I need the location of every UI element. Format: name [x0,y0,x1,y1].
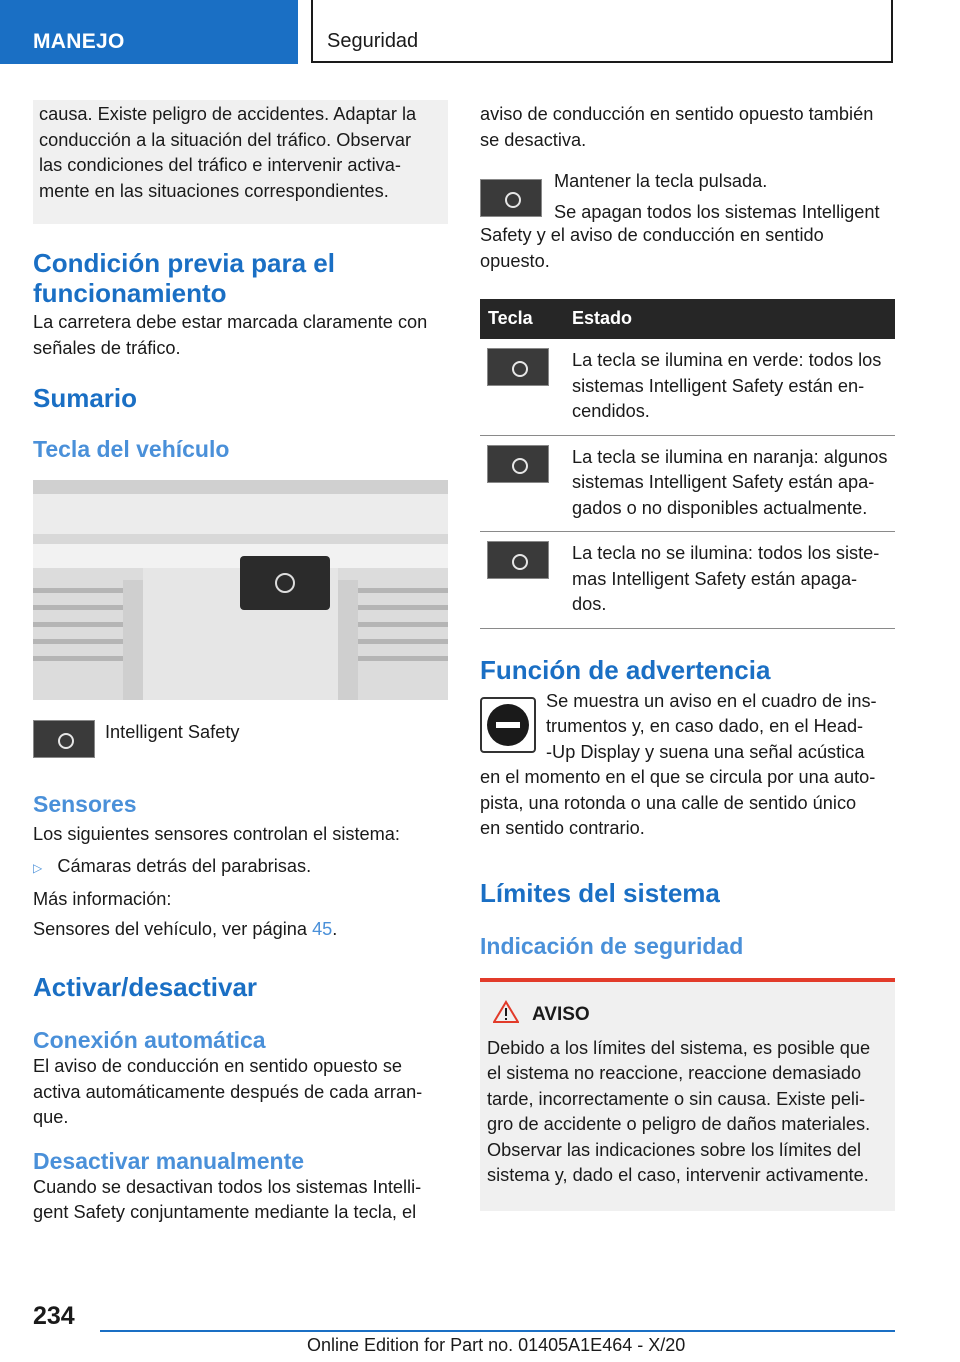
heading-activate: Activar/desactivar [33,972,258,1002]
key-state-table [480,299,895,629]
key-caption: Intelligent Safety [105,722,240,742]
warning-function-block [480,689,895,842]
heading-vehicle-key: Tecla del vehículo [33,436,230,462]
text-line: Safety y el aviso de conducción en sentido [480,225,824,245]
table-header-cell: Estado [564,299,895,339]
cell-line: La tecla se ilumina en verde: todos los [572,350,882,370]
text-line: el sistema no reaccione, reaccione demasiado [487,1063,862,1083]
warning-title: AVISO [532,1003,590,1025]
text-line: las condiciones del tráfico e intervenir activa- [39,155,401,175]
heading-safety-note: Indicación de seguridad [480,932,744,959]
table-cell [480,435,564,532]
dashboard-photo [33,480,448,700]
heading-sensors: Sensores [33,791,137,817]
text-line: gro de accidente o peligro de daños materiales. [487,1114,871,1134]
text-line: La carretera debe estar marcada claramente con [33,312,428,332]
right-column [480,100,895,1211]
cell-line: La tecla no se ilumina: todos los siste- [572,543,880,563]
table-row [480,435,895,532]
key-off-icon [487,541,549,579]
heading-auto: Conexión automática [33,1027,266,1053]
key-orange-icon [487,445,549,483]
text-line: Se apagan todos los sistemas Intelligent [554,202,880,222]
page-number: 234 [33,1302,75,1330]
text-line: Se muestra un aviso en el cuadro de ins- [546,690,877,711]
section-tab [0,0,298,64]
hold-key-block [480,169,895,223]
warning-box [480,978,895,1211]
table-row [480,532,895,629]
table-cell [480,339,564,435]
text-line: se desactiva. [480,129,587,150]
cell-line: sistemas Intelligent Safety están apa- [572,472,875,492]
text-line: pista, una rotonda o una calle de sentido único [480,792,857,813]
text-line: activa automáticamente después de cada arran- [33,1081,423,1102]
table-header-cell: Tecla [480,299,564,339]
footer-divider [100,1330,895,1332]
heading-manual: Desactivar manualmente [33,1147,305,1174]
text-line: causa. Existe peligro de accidentes. Adaptar la [39,104,417,124]
chapter-header [311,0,893,63]
key-green-icon [487,348,549,386]
heading-line: Condición previa para el [33,248,335,278]
heading-summary: Sumario [33,383,138,413]
text-line: trumentos y, en caso dado, en el Head- [546,716,864,736]
heading-warning-function: Función de advertencia [480,654,771,685]
text-line: sistema y, dado el caso, intervenir activamente. [487,1165,869,1185]
text-line: gent Safety conjuntamente mediante la tecla, el [33,1202,417,1222]
text-line: Observar las indicaciones sobre los límites del [487,1139,862,1160]
text-line: que. [33,1107,69,1127]
heading-precondition [33,248,448,308]
heading-limits: Límites del sistema [480,877,720,908]
text-line: Más información: [33,889,172,909]
text-line: Mantener la tecla pulsada. [554,171,768,191]
table-cell [564,532,895,629]
text-line: -Up Display y suena una señal acústica [546,741,865,762]
text-line: Debido a los límites del sistema, es posible que [487,1037,871,1058]
heading-line: funcionamiento [33,278,227,308]
page-link[interactable]: 45 [312,918,333,939]
intelligent-safety-key-icon [480,179,542,217]
text-line: Los siguientes sensores controlan el sistema: [33,824,400,844]
left-column [33,100,448,1226]
cell-line: sistemas Intelligent Safety están en- [572,375,865,396]
reference-text: Sensores del vehículo, ver página [33,918,307,939]
intelligent-safety-key-icon [33,720,95,758]
text-line: El aviso de conducción en sentido opuesto se [33,1056,403,1076]
warning-triangle-icon [493,1000,519,1024]
list-item [33,854,448,882]
section-title: MANEJO [33,30,125,53]
cell-line: gados o no disponibles actualmente. [572,497,868,518]
cell-line: mas Intelligent Safety están apaga- [572,568,858,589]
reference-line: Sensores del vehículo, ver página 45. [33,918,338,939]
text-line: señales de tráfico. [33,337,181,358]
table-cell [480,532,564,629]
text-line: tarde, incorrectamente o sin causa. Existe peli- [487,1088,866,1109]
key-legend [33,720,448,762]
text-line: opuesto. [480,250,550,271]
warning-header [487,1000,887,1028]
triangle-bullet-icon: ▷ [33,860,43,875]
no-entry-icon [480,697,536,753]
list-item-text: Cámaras detrás del parabrisas. [57,855,312,876]
text-line: mente en las situaciones correspondientes. [39,180,389,201]
cell-line: cendidos. [572,401,650,421]
table-cell [564,339,895,435]
intro-note-box [33,100,448,224]
cell-line: La tecla se ilumina en naranja: algunos [572,446,888,467]
edition-note: Online Edition for Part no. 01405A1E464 - X/20 [307,1335,686,1355]
table-row [480,339,895,435]
chapter-title: Seguridad [327,30,419,52]
text-line: aviso de conducción en sentido opuesto también [480,104,874,124]
text-line: en sentido contrario. [480,818,645,838]
table-cell [564,435,895,532]
table-header-row [480,299,895,339]
cell-line: dos. [572,594,607,614]
text-line: conducción a la situación del tráfico. Observar [39,129,412,150]
text-line: Cuando se desactivan todos los sistemas Intelli- [33,1176,422,1197]
text-line: en el momento en el que se circula por una auto- [480,767,876,787]
